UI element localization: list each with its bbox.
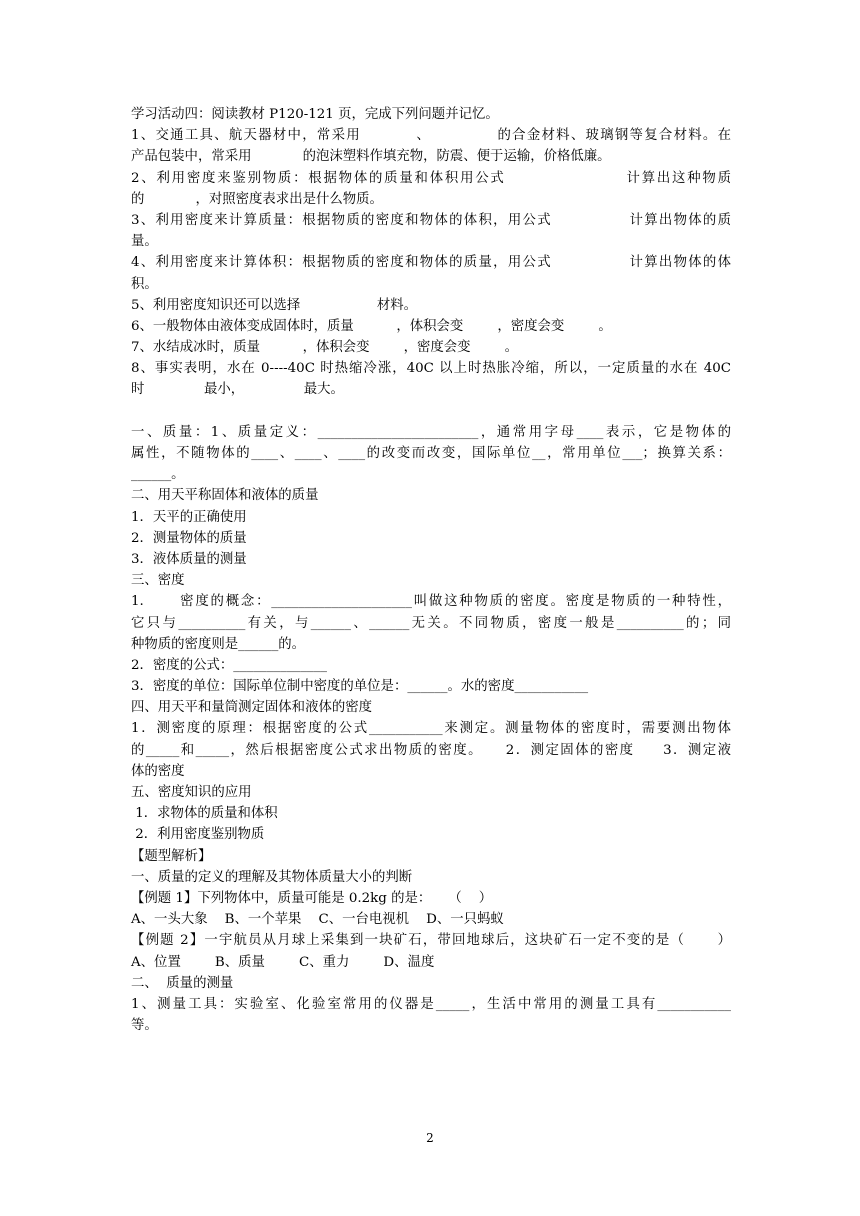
activity-item-7: 7、水结成冰时，质量 ，体积会变 ，密度会变 。 — [131, 340, 518, 356]
review-section-3-item-2: 2．密度的公式：______________ — [131, 657, 327, 673]
example-1-question: 【例题 1】下列物体中，质量可能是 0.2kg 的是： （ ） — [131, 890, 493, 906]
activity-item-5: 5、利用密度知识还可以选择 材料。 — [131, 297, 417, 313]
problems-part-2-item-1-line-2: 等。 — [131, 1018, 158, 1034]
activity-item-3-line-2: 量。 — [131, 234, 158, 250]
problems-title: 【题型解析】 — [131, 848, 212, 864]
review-section-4-heading: 四、用天平和量筒测定固体和液体的密度 — [131, 700, 373, 716]
review-section-5-item-1: 1．求物体的质量和体积 — [131, 806, 278, 822]
activity-item-1-line-2: 产品包装中，常采用 的泡沫塑料作填充物，防震、便于运输，价格低廉。 — [131, 149, 611, 165]
review-section-4-item-1-line-3: 体的密度 — [131, 763, 185, 779]
review-section-5-item-2: 2．利用密度鉴别物质 — [131, 827, 265, 843]
review-section-3-item-1-line-1: 1. 密度的概念：_____________________叫做这种物质的密度。密度是物质的一种特性， — [131, 594, 731, 610]
review-section-4-item-1-line-2: 的_____和_____，然后根据密度公式求出物质的密度。 2．测定固体的密度 3．测定液 — [131, 742, 731, 758]
page-number: 2 — [426, 1131, 434, 1145]
problems-part-2-heading: 二、 质量的测量 — [131, 975, 234, 991]
review-section-4-item-1-line-1: 1．测密度的原理：根据密度的公式___________来测定。测量物体的密度时，需要测出物体 — [131, 721, 731, 737]
example-2-options: A、位置 B、质量 C、重力 D、温度 — [131, 954, 435, 970]
problems-part-1-heading: 一、质量的定义的理解及其物体质量大小的判断 — [131, 869, 413, 885]
activity-item-2-line-1: 2、利用密度来鉴别物质：根据物体的质量和体积用公式 计算出这种物质 — [131, 170, 731, 186]
review-section-3-item-1-line-2: 它只与__________有关，与______、______无关。不同物质，密度一般是__________的；同 — [131, 615, 731, 631]
activity-item-3-line-1: 3、利用密度来计算质量：根据物质的密度和物体的体积，用公式 计算出物体的质 — [131, 212, 731, 228]
review-section-2-item-2: 2．测量物体的质量 — [131, 530, 247, 546]
review-section-3-item-1-line-3: 种物质的密度则是______的。 — [131, 636, 306, 652]
activity-item-8-line-2: 时 最小， 最大。 — [131, 382, 344, 398]
problems-part-2-item-1-line-1: 1、测量工具：实验室、化验室常用的仪器是_____，生活中常用的测量工具有___________ — [131, 996, 731, 1012]
review-section-3-heading: 三、密度 — [131, 573, 185, 589]
review-section-5-heading: 五、密度知识的应用 — [131, 785, 252, 800]
page-content — [131, 104, 731, 1036]
activity-item-4-line-2: 积。 — [131, 276, 158, 292]
example-2-question: 【例题 2】一宇航员从月球上采集到一块矿石，带回地球后，这块矿石一定不变的是（ ） — [131, 933, 731, 949]
review-section-3-item-3: 3．密度的单位：国际单位制中密度的单位是：______。水的密度___________ — [131, 679, 589, 695]
activity-item-6: 6、一般物体由液体变成固体时，质量 ，体积会变 ，密度会变 。 — [131, 318, 612, 334]
activity-item-1-line-1: 1、交通工具、航天器材中，常采用 、 的合金材料、玻璃钢等复合材料。在 — [131, 128, 731, 144]
activity-header: 学习活动四：阅读教材 P120-121 页，完成下列问题并记忆。 — [131, 107, 499, 122]
activity-item-4-line-1: 4、利用密度来计算体积：根据物质的密度和物体的质量，用公式 计算出物体的体 — [131, 255, 731, 271]
activity-item-8-line-1: 8、事实表明，水在 0----40C 时热缩冷涨，40C 以上时热胀冷缩，所以，一定质量的水在 40C — [131, 361, 731, 377]
example-1-options: A、一头大象 B、一个苹果 C、一台电视机 D、一只蚂蚁 — [131, 912, 504, 928]
review-section-2-item-3: 3．液体质量的测量 — [131, 551, 247, 567]
review-section-2-item-1: 1．天平的正确使用 — [131, 509, 247, 525]
review-section-1-line-3: ______。 — [131, 467, 185, 483]
review-section-1-line-1: 一、质量：1、质量定义：________________________，通常用字母____表示，它是物体的 — [131, 424, 731, 440]
activity-item-2-line-2: 的 ，对照密度表求出是什么物质。 — [131, 191, 383, 207]
blank-line — [131, 401, 731, 422]
review-section-1-line-2: 属性，不随物体的____、____、____的改变而改变，国际单位__，常用单位___；换算关系： — [131, 446, 731, 461]
review-section-2-heading: 二、用天平称固体和液体的质量 — [131, 488, 319, 504]
